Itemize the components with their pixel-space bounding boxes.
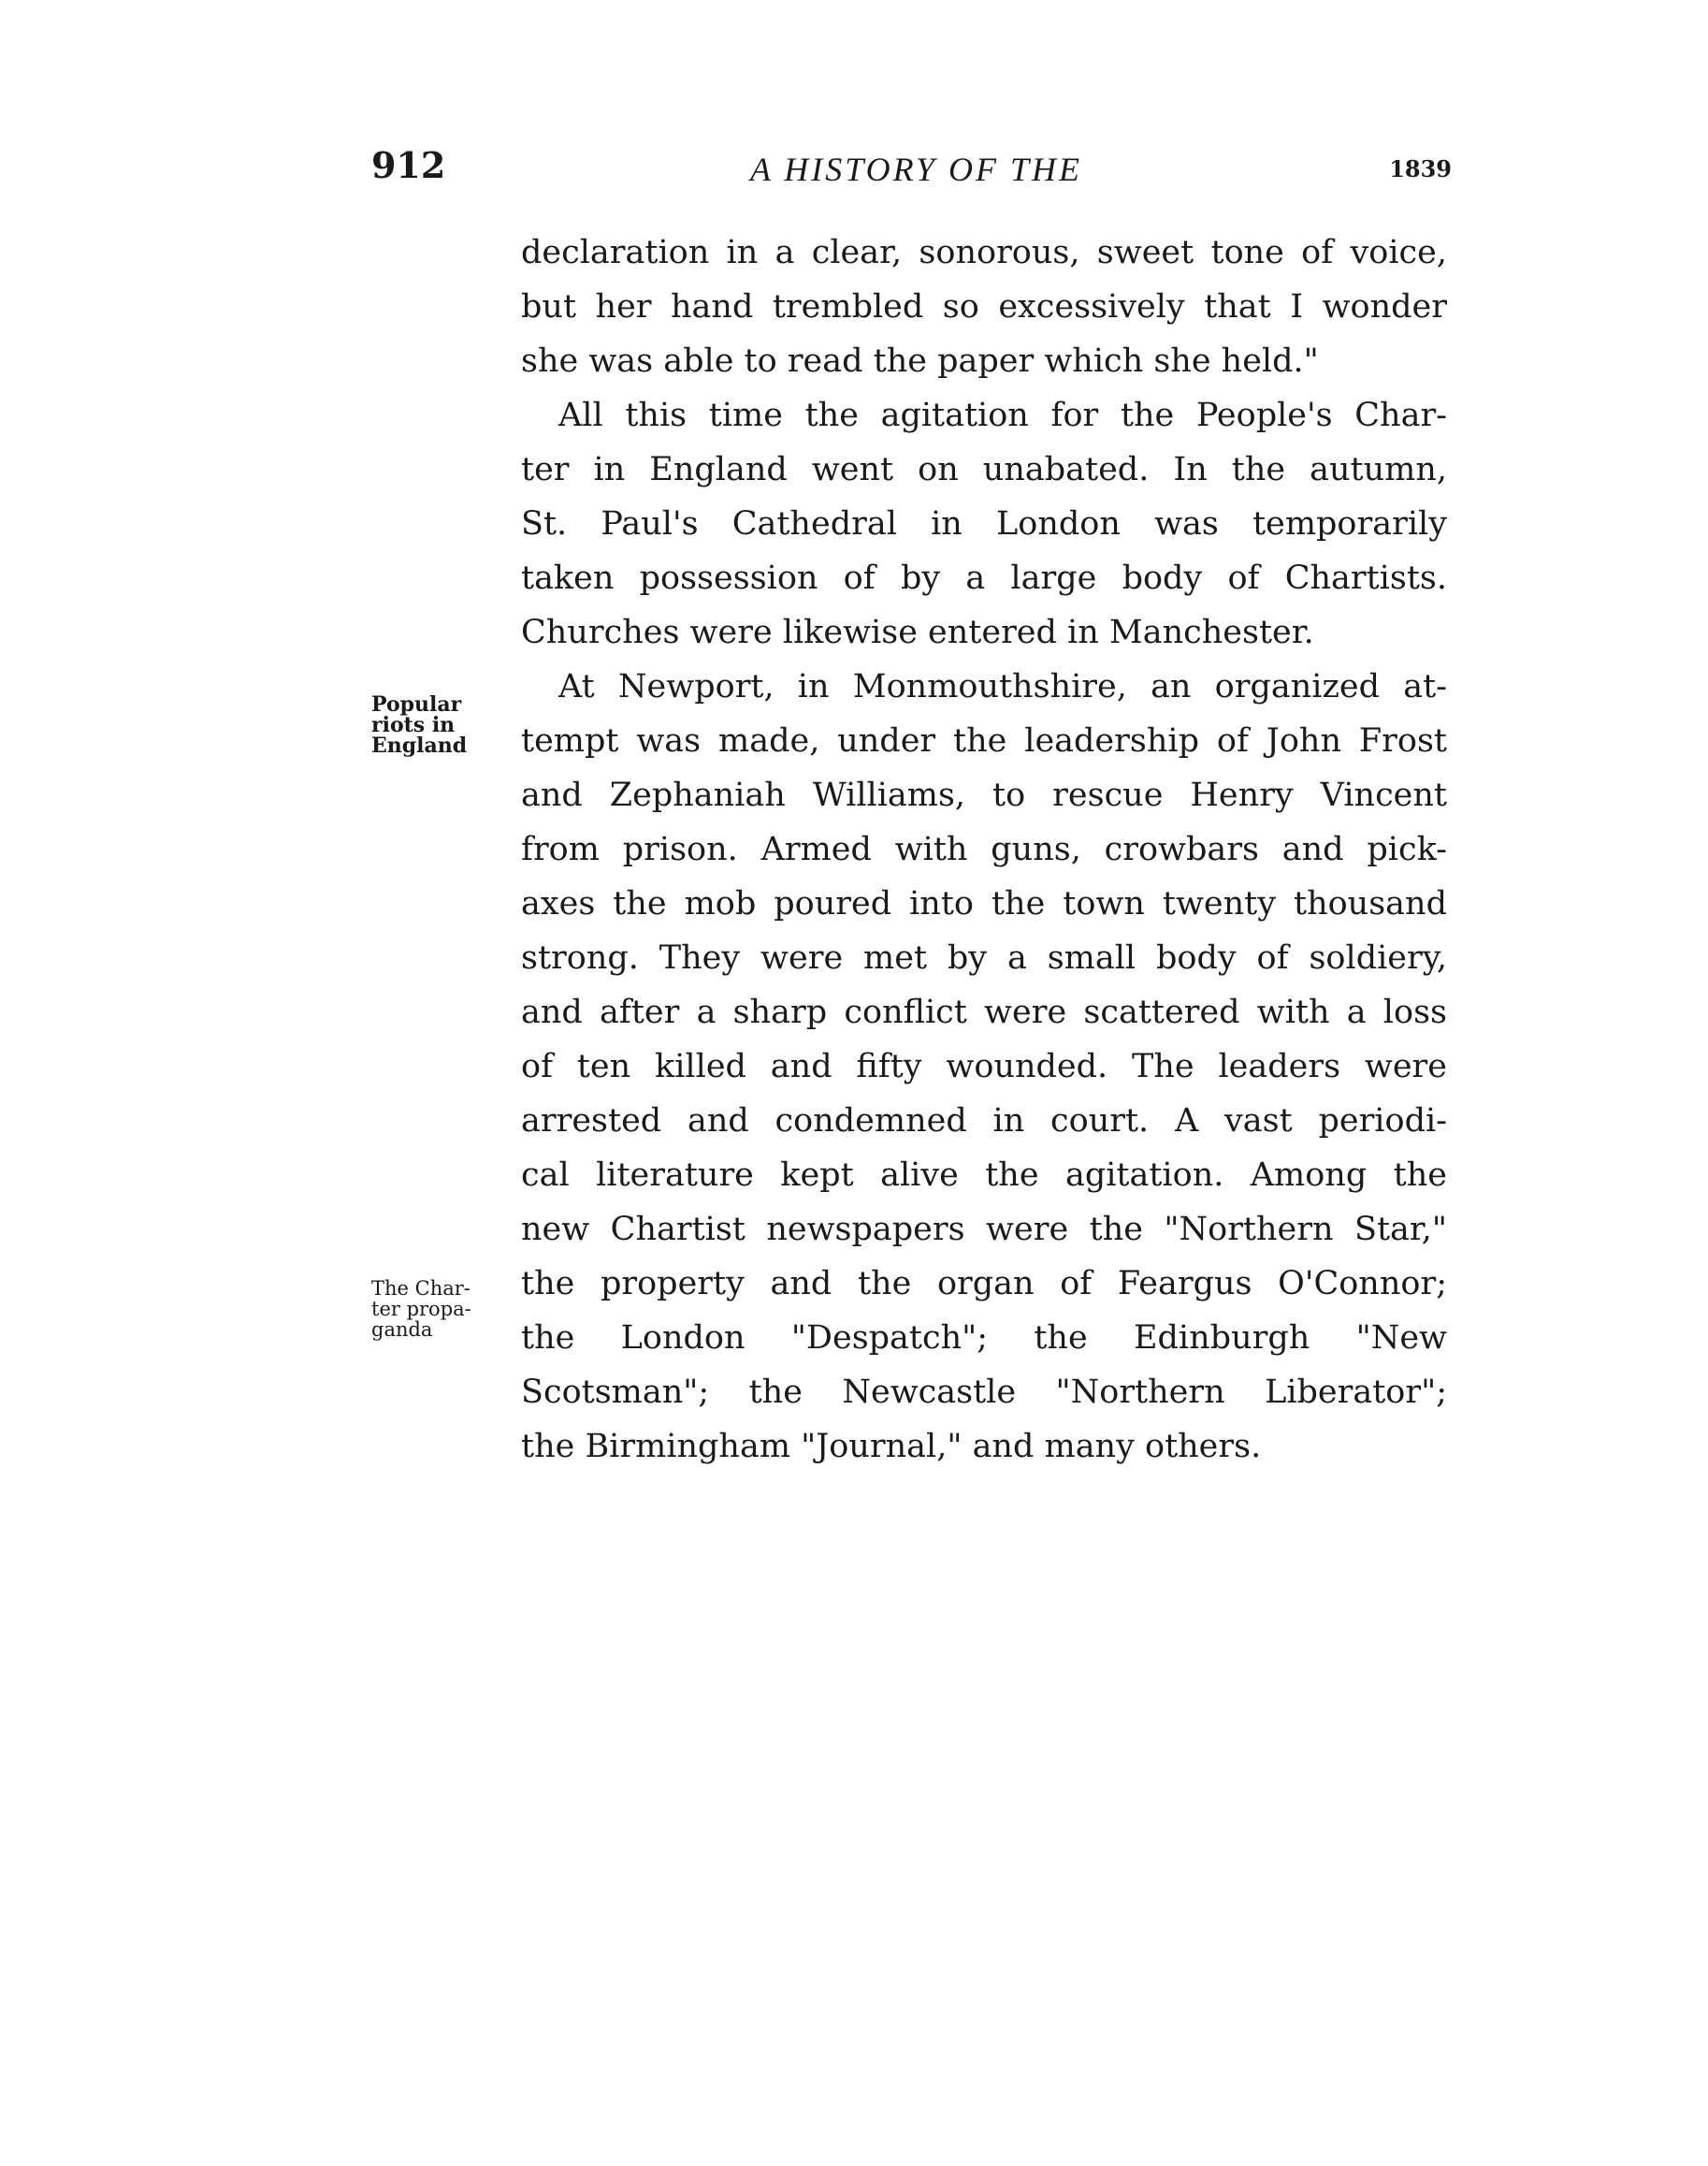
sidenote-line: England: [371, 734, 468, 758]
running-title: A HISTORY OF THE: [749, 151, 1083, 188]
text-line: Churches were likewise entered in Manchester.: [521, 614, 1314, 651]
text-line: and Zephaniah Williams, to rescue Henry Vincent: [521, 777, 1447, 814]
paragraph-3: [521, 660, 1447, 1474]
text-line: of ten killed and fifty wounded. The leaders were: [521, 1048, 1447, 1085]
sidenote-line: riots in: [371, 713, 456, 737]
text-line: At Newport, in Monmouthshire, an organized at-: [558, 668, 1447, 705]
sidenote-popular-riots: [371, 694, 512, 756]
sidenote-line: The Char-: [371, 1277, 470, 1300]
text-line: ter in England went on unabated. In the autumn,: [521, 451, 1447, 488]
text-line: the London "Despatch"; the Edinburgh "New: [521, 1319, 1447, 1357]
header-year: 1839: [1389, 155, 1452, 182]
body-text: [521, 225, 1447, 1474]
page-number: 912: [371, 144, 446, 186]
text-line: from prison. Armed with guns, crowbars and pick-: [521, 831, 1447, 868]
text-line: strong. They were met by a small body of soldiery,: [521, 939, 1447, 977]
paragraph-1: [521, 225, 1447, 388]
text-line: the Birmingham "Journal," and many others.: [521, 1428, 1262, 1465]
text-line: tempt was made, under the leadership of John Frost: [521, 722, 1447, 760]
text-line: she was able to read the paper which she held.": [521, 342, 1319, 380]
text-line: taken possession of by a large body of Chartists.: [521, 560, 1447, 597]
text-line: and after a sharp conflict were scattered with a loss: [521, 994, 1447, 1031]
text-line: St. Paul's Cathedral in London was temporarily: [521, 505, 1447, 543]
text-line: new Chartist newspapers were the "Northern Star,": [521, 1211, 1447, 1248]
page-header: [371, 140, 1461, 196]
text-line: arrested and condemned in court. A vast periodi-: [521, 1102, 1447, 1140]
text-line: axes the mob poured into the town twenty thousand: [521, 885, 1447, 923]
text-line: declaration in a clear, sonorous, sweet tone of voice,: [521, 234, 1447, 271]
text-line: the property and the organ of Feargus O'Connor;: [521, 1265, 1447, 1302]
text-line: cal literature kept alive the agitation. Among the: [521, 1156, 1447, 1194]
text-line: All this time the agitation for the People's Char-: [558, 397, 1447, 434]
paragraph-2: [521, 388, 1447, 660]
sidenote-charter-propaganda: [371, 1278, 512, 1340]
sidenote-line: ter propa-: [371, 1298, 471, 1320]
sidenote-line: Popular: [371, 692, 462, 717]
text-line: Scotsman"; the Newcastle "Northern Liberator";: [521, 1374, 1447, 1411]
sidenote-line: ganda: [371, 1318, 433, 1341]
text-line: but her hand trembled so excessively that I wonder: [521, 288, 1447, 326]
